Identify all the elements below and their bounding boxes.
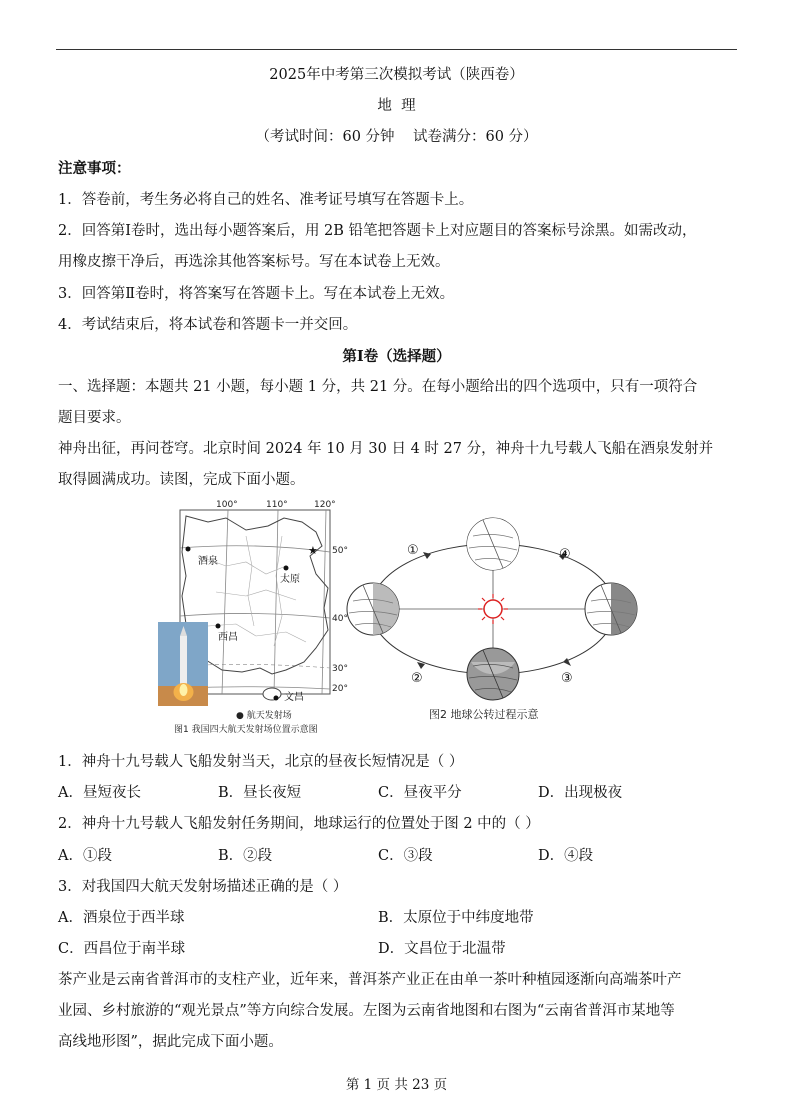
notice-item: 3．回答第Ⅱ卷时，将答案写在答题卡上。写在本试卷上无效。: [58, 286, 455, 302]
fig1-lon-label: 100°: [216, 500, 238, 510]
q1-option-b[interactable]: B．昼长夜短: [218, 785, 302, 801]
subject: 地 理: [377, 98, 416, 114]
site-taiyuan-marker: [284, 566, 289, 571]
exam-time-info: （考试时间：60 分钟 试卷满分：60 分）: [255, 129, 538, 145]
passage2-line: 茶产业是云南省普洱市的支柱产业，近年来，普洱茶产业正在由单一茶叶种植园逐渐向高端茶叶产: [58, 972, 682, 988]
segment-4-label: ④: [559, 547, 571, 562]
earth-right: [585, 583, 637, 635]
section-title: 第Ⅰ卷（选择题）: [342, 348, 451, 365]
passage1-line: 神舟出征，再问苍穹。北京时间 2024 年 10 月 30 日 4 时 27 分，神舟十九号载人飞船在酒泉发射并: [58, 441, 714, 457]
fig2-caption: 图2 地球公转过程示意: [429, 708, 539, 721]
fig1-caption: 图1 我国四大航天发射场位置示意图: [174, 725, 318, 735]
exam-title: 2025年中考第三次模拟考试（陕西卷）: [269, 67, 524, 83]
question-2-stem: 2．神舟十九号载人飞船发射任务期间，地球运行的位置处于图 2 中的（ ）: [58, 816, 540, 832]
passage2-line: 业园、乡村旅游的“观光景点”等方向综合发展。左图为云南省地图和右图为“云南省普洱市某地等: [58, 1003, 675, 1019]
segment-3-label: ③: [561, 671, 573, 686]
notice-item: 用橡皮擦干净后，再选涂其他答案标号。写在本试卷上无效。: [58, 254, 450, 270]
q2-option-a[interactable]: A．①段: [58, 848, 112, 864]
q3-option-a[interactable]: A．酒泉位于西半球: [58, 910, 185, 926]
q3-option-d[interactable]: D．文昌位于北温带: [378, 941, 506, 957]
fig1-legend: ● 航天发射场: [236, 711, 292, 721]
fig1-lat-label: 20°: [332, 684, 348, 694]
figure2-earth-revolution: [345, 506, 640, 724]
site-jiuquan-marker: [186, 547, 191, 552]
notice-item: 4．考试结束后，将本试卷和答题卡一并交回。: [58, 317, 358, 333]
question-3-stem: 3．对我国四大航天发射场描述正确的是（ ）: [58, 879, 348, 895]
figure1-launch-sites-map: [156, 496, 356, 740]
earth-bottom: [467, 648, 519, 700]
page-footer: 第 1 页 共 23 页: [345, 1077, 448, 1093]
q2-option-d[interactable]: D．④段: [538, 848, 594, 864]
site-wenchang-marker: [274, 696, 279, 701]
section-desc: 题目要求。: [58, 410, 131, 426]
passage1-line: 取得圆满成功。读图，完成下面小题。: [58, 472, 305, 488]
rocket-photo: [158, 622, 208, 706]
fig1-lat-label: 30°: [332, 664, 348, 674]
q2-option-b[interactable]: B．②段: [218, 848, 273, 864]
city-jiuquan-label: 酒泉: [198, 556, 218, 567]
q3-option-b[interactable]: B．太原位于中纬度地带: [378, 910, 534, 926]
city-taiyuan-label: 太原: [280, 574, 300, 585]
q1-option-c[interactable]: C．昼夜平分: [378, 785, 462, 801]
segment-2-label: ②: [411, 671, 423, 686]
question-1-stem: 1．神舟十九号载人飞船发射当天，北京的昼夜长短情况是（ ）: [58, 754, 464, 770]
fig1-lon-label: 120°: [314, 500, 336, 510]
earth-top: [467, 518, 519, 570]
earth-left: [347, 583, 399, 635]
fig1-lon-label: 110°: [266, 500, 288, 510]
notice-item: 1．答卷前，考生务必将自己的姓名、准考证号填写在答题卡上。: [58, 192, 474, 208]
segment-1-label: ①: [407, 543, 419, 558]
q2-option-c[interactable]: C．③段: [378, 848, 433, 864]
notice-heading: 注意事项：: [58, 160, 131, 177]
city-wenchang-label: 文昌: [284, 692, 304, 703]
fig1-lat-label: 50°: [332, 546, 348, 556]
q1-option-a[interactable]: A．昼短夜长: [58, 785, 141, 801]
q3-option-c[interactable]: C．西昌位于南半球: [58, 941, 186, 957]
q1-option-d[interactable]: D．出现极夜: [538, 785, 623, 801]
section-desc: 一、选择题：本题共 21 小题，每小题 1 分，共 21 分。在每小题给出的四个选项中，只有一项符合: [58, 379, 698, 395]
beijing-star-icon: ★: [308, 544, 318, 557]
fig1-lat-label: 40°: [332, 614, 348, 624]
passage2-line: 高线地形图”，据此完成下面小题。: [58, 1034, 283, 1050]
notice-item: 2．回答第Ⅰ卷时，选出每小题答案后，用 2B 铅笔把答题卡上对应题目的答案标号涂黑。如需改动，: [58, 223, 697, 239]
header-rule: [56, 49, 737, 50]
site-xichang-marker: [216, 624, 221, 629]
city-xichang-label: 西昌: [218, 632, 238, 643]
